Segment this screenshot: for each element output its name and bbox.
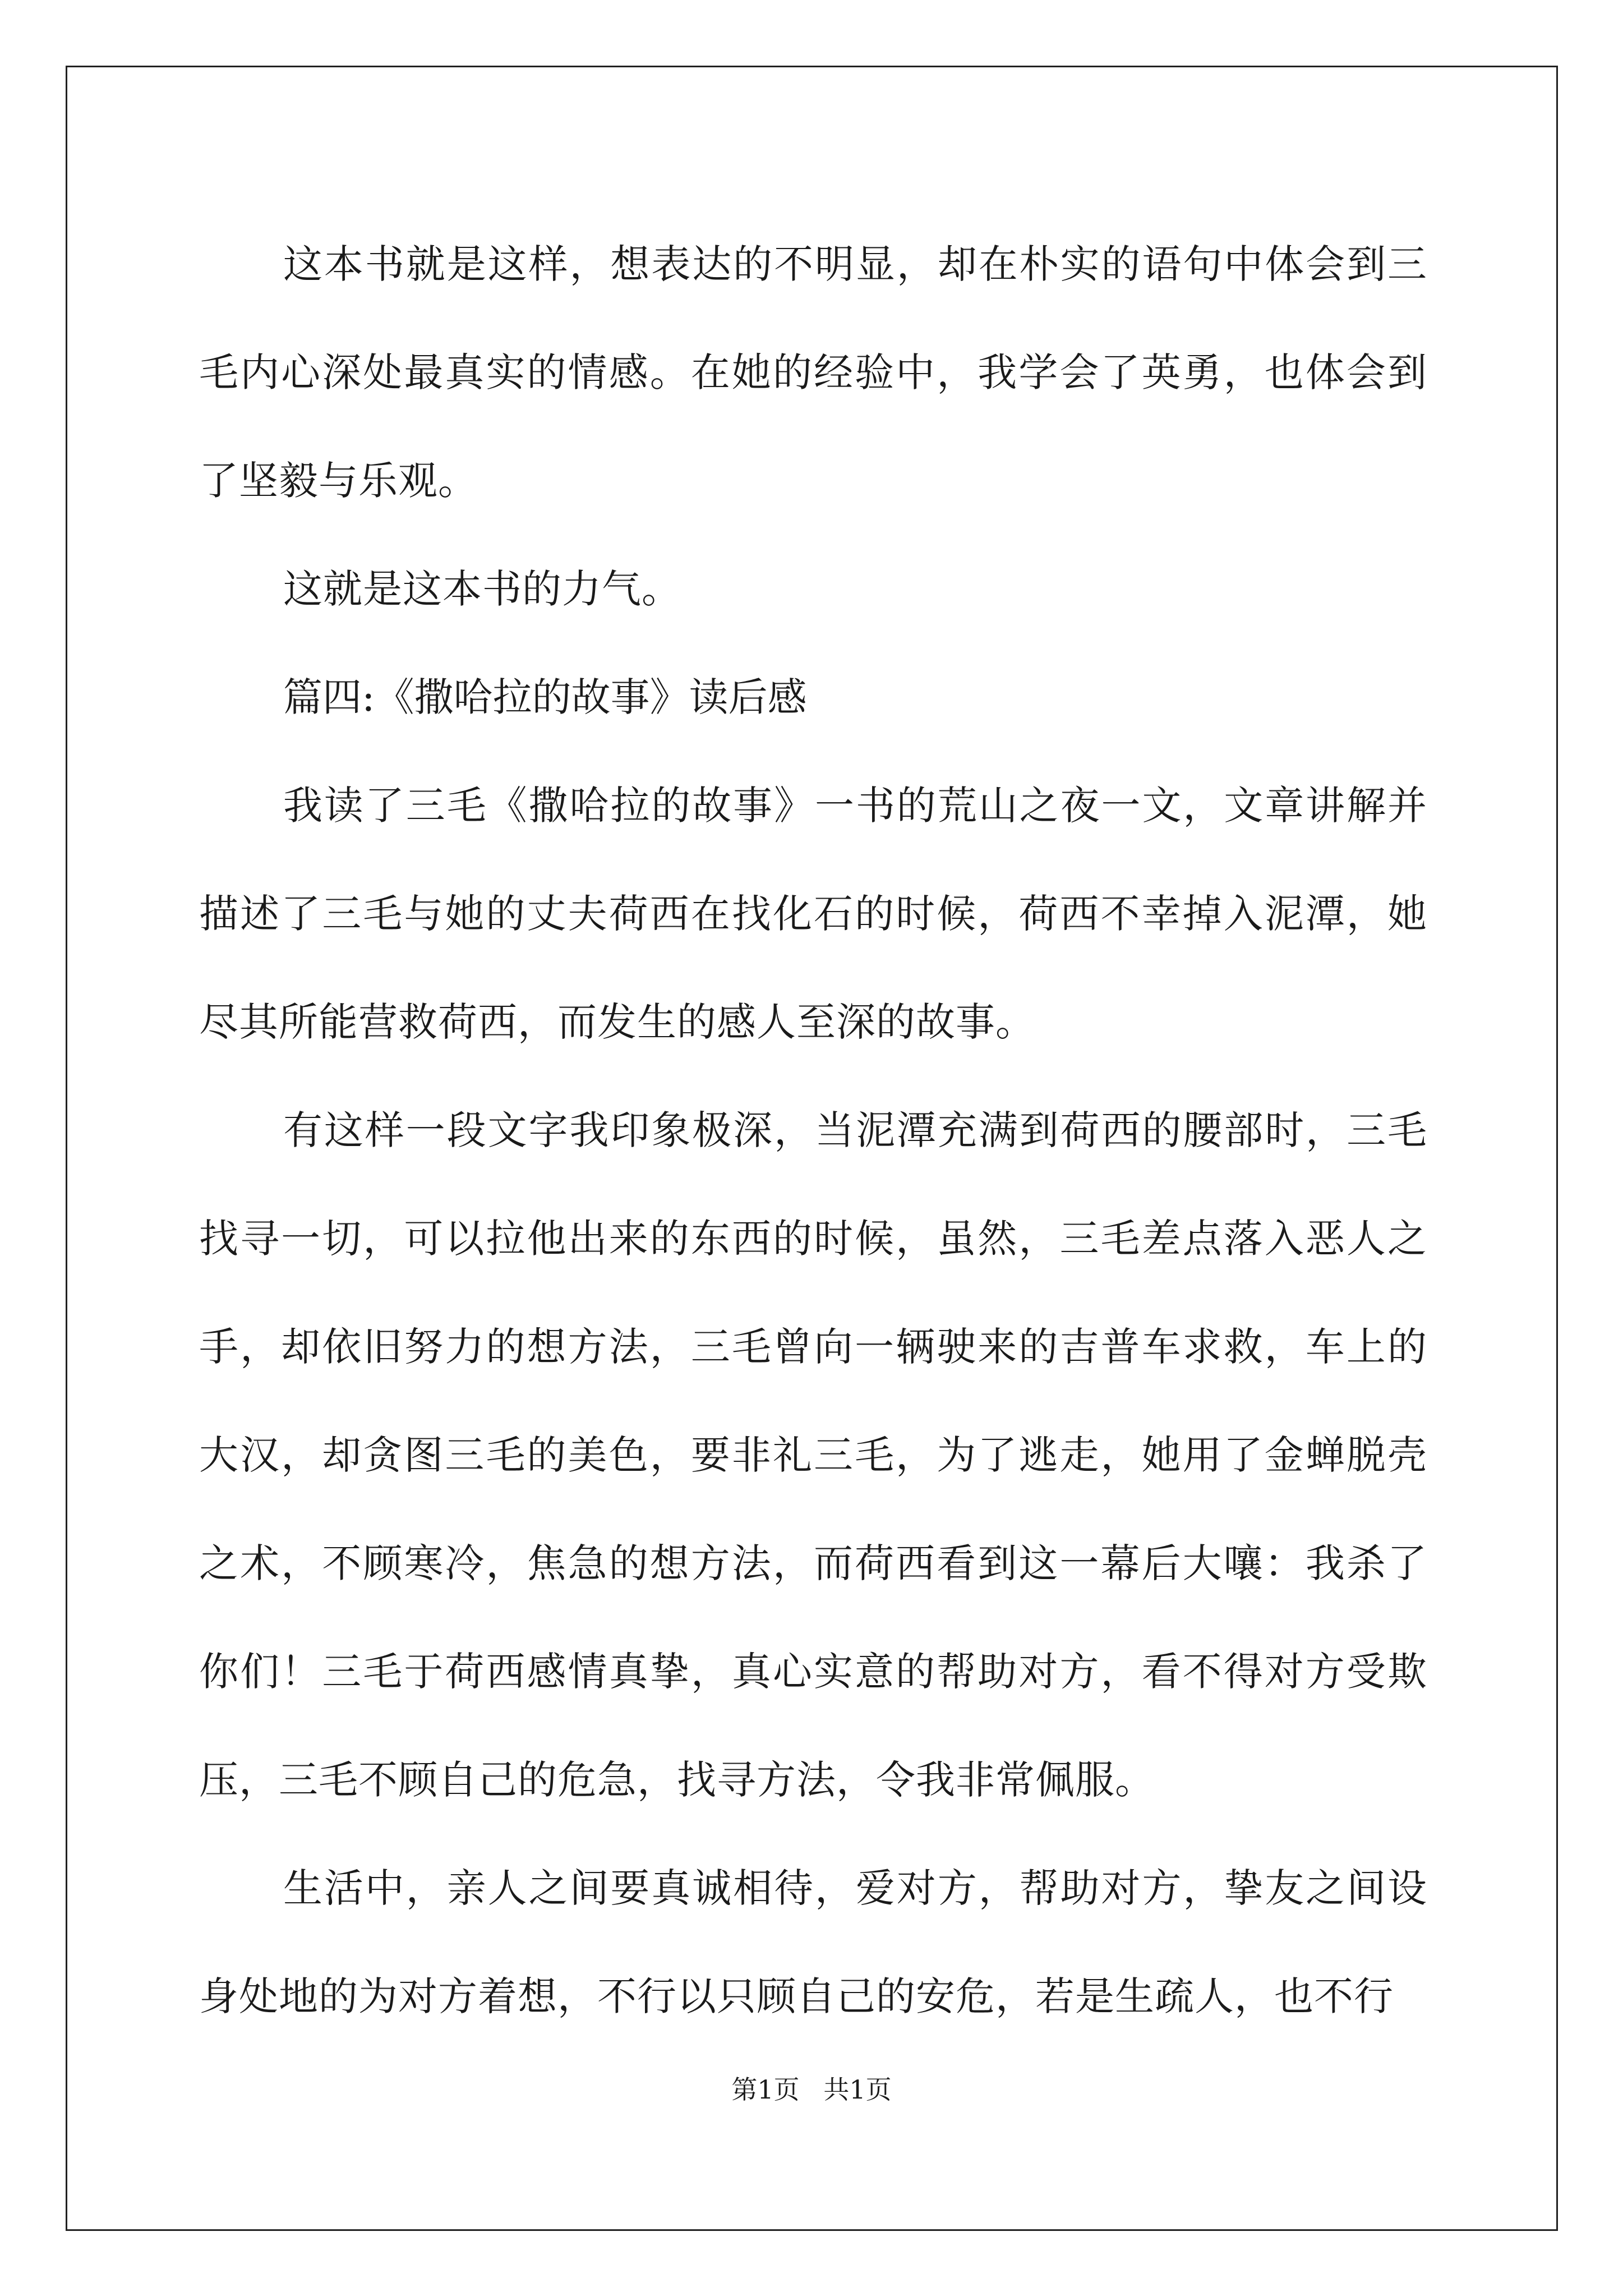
page-total: 共1页 (823, 2074, 892, 2105)
paragraph-2: 这就是这本书的力气。 (283, 566, 681, 612)
paragraph-1: 这本书就是这样，想表达的不明显，却在朴实的语句中体会到三毛内心深处最真实的情感。在她的经验中，我学会了英勇，也体会到了坚毅与乐观。 (199, 241, 1427, 504)
paragraph-3: 我读了三毛《撒哈拉的故事》一书的荒山之夜一文，文章讲解并描述了三毛与她的丈夫荷西在找化石的时候，荷西不幸掉入泥潭，她尽其所能营救荷西，而发生的感人至深的故事。 (199, 783, 1427, 1045)
document-body (199, 210, 1427, 2051)
section-heading: 篇四:《撒哈拉的故事》读后感 (283, 674, 807, 720)
paragraph-4: 有这样一段文字我印象极深，当泥潭充满到荷西的腰部时，三毛找寻一切，可以拉他出来的东西的时候，虽然，三毛差点落入恶人之手，却依旧努力的想方法，三毛曾向一辆驶来的吉普车求救，车上的大汉，却贪图三毛的美色，要非礼三毛，为了逃走，她用了金蝉脱壳之术，不顾寒冷，焦急的想方法，而荷西看到这一幕后大嚷：我杀了你们！三毛于荷西感情真挚，真心实意的帮助对方，看不得对方受欺压，三毛不顾自己的危急，找寻方法，令我非常佩服。 (199, 1107, 1427, 1803)
page-number: 第1页 (731, 2074, 800, 2105)
paragraph-5: 生活中，亲人之间要真诚相待，爱对方，帮助对方，挚友之间设身处地的为对方着想，不行以只顾自己的安危，若是生疏人，也不行 (199, 1865, 1427, 2019)
page-footer (0, 2073, 1623, 2106)
